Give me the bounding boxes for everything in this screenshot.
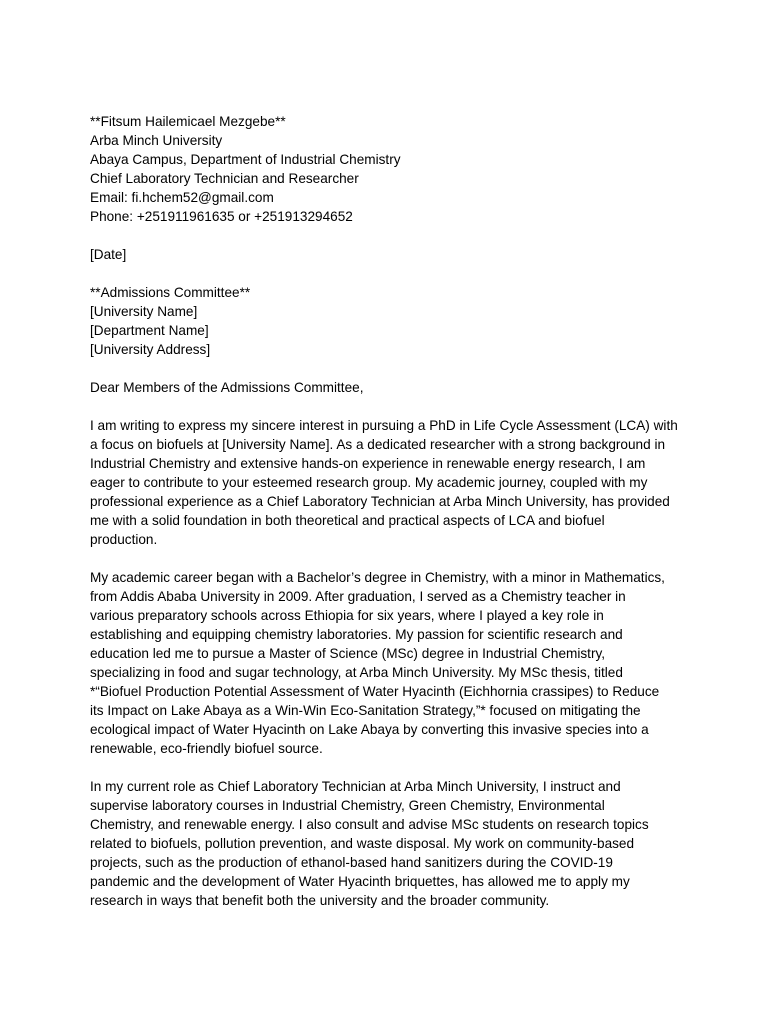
paragraph-line: supervise laboratory courses in Industrial Chemistry, Green Chemistry, Environmental [90, 798, 605, 813]
paragraph-line: from Addis Ababa University in 2009. After graduation, I served as a Chemistry teacher in [90, 589, 626, 604]
spacer [90, 359, 680, 378]
letter-page [90, 112, 680, 910]
sender-university: Arba Minch University [90, 133, 223, 148]
letter-date: [Date] [90, 247, 127, 262]
paragraph-line: specializing in food and sugar technology, at Arba Minch University. My MSc thesis, titled [90, 665, 623, 680]
sender-block [90, 112, 680, 226]
paragraph-line: research in ways that benefit both the university and the broader community. [90, 893, 550, 908]
recipient-address: [University Address] [90, 342, 211, 357]
spacer [90, 549, 680, 568]
paragraph-intro [90, 416, 680, 549]
sender-email: Email: fi.hchem52@gmail.com [90, 190, 274, 205]
paragraph-line: I am writing to express my sincere interest in pursuing a PhD in Life Cycle Assessment (LCA) with [90, 418, 678, 433]
paragraph-line: pandemic and the development of Water Hyacinth briquettes, has allowed me to apply my [90, 874, 630, 889]
recipient-block [90, 283, 680, 359]
recipient-department: [Department Name] [90, 323, 209, 338]
paragraph-line: *“Biofuel Production Potential Assessment of Water Hyacinth (Eichhornia crassipes) to Reduce [90, 684, 660, 699]
spacer [90, 397, 680, 416]
recipient-university: [University Name] [90, 304, 198, 319]
paragraph-current-role [90, 777, 680, 910]
spacer [90, 226, 680, 245]
sender-position: Chief Laboratory Technician and Researcher [90, 171, 359, 186]
paragraph-line: Chemistry, and renewable energy. I also consult and advise MSc students on research topics [90, 817, 649, 832]
salutation: Dear Members of the Admissions Committee, [90, 380, 364, 395]
paragraph-line: various preparatory schools across Ethiopia for six years, where I played a key role in [90, 608, 604, 623]
paragraph-line: production. [90, 532, 158, 547]
paragraph-line: In my current role as Chief Laboratory Technician at Arba Minch University, I instruct and [90, 779, 621, 794]
paragraph-line: its Impact on Lake Abaya as a Win-Win Eco-Sanitation Strategy,”* focused on mitigating the [90, 703, 641, 718]
paragraph-line: education led me to pursue a Master of Science (MSc) degree in Industrial Chemistry, [90, 646, 606, 661]
sender-department: Abaya Campus, Department of Industrial Chemistry [90, 152, 401, 167]
paragraph-line: Industrial Chemistry and extensive hands-on experience in renewable energy research, I am [90, 456, 646, 471]
paragraph-line: renewable, eco-friendly biofuel source. [90, 741, 323, 756]
paragraph-line: projects, such as the production of ethanol-based hand sanitizers during the COVID-19 [90, 855, 613, 870]
paragraph-line: professional experience as a Chief Laboratory Technician at Arba Minch University, has provided [90, 494, 670, 509]
paragraph-line: related to biofuels, pollution prevention, and waste disposal. My work on community-based [90, 836, 635, 851]
paragraph-line: ecological impact of Water Hyacinth on Lake Abaya by converting this invasive species into a [90, 722, 649, 737]
paragraph-line: a focus on biofuels at [University Name]. As a dedicated researcher with a strong background in [90, 437, 666, 452]
paragraph-line: eager to contribute to your esteemed research group. My academic journey, coupled with my [90, 475, 648, 490]
paragraph-line: me with a solid foundation in both theoretical and practical aspects of LCA and biofuel [90, 513, 605, 528]
sender-name: **Fitsum Hailemicael Mezgebe** [90, 114, 286, 129]
paragraph-academic-career [90, 568, 680, 758]
spacer [90, 758, 680, 777]
spacer [90, 264, 680, 283]
paragraph-line: establishing and equipping chemistry laboratories. My passion for scientific research and [90, 627, 623, 642]
paragraph-line: My academic career began with a Bachelor’s degree in Chemistry, with a minor in Mathematics, [90, 570, 665, 585]
sender-phone: Phone: +251911961635 or +251913294652 [90, 209, 353, 224]
recipient-committee: **Admissions Committee** [90, 285, 251, 300]
